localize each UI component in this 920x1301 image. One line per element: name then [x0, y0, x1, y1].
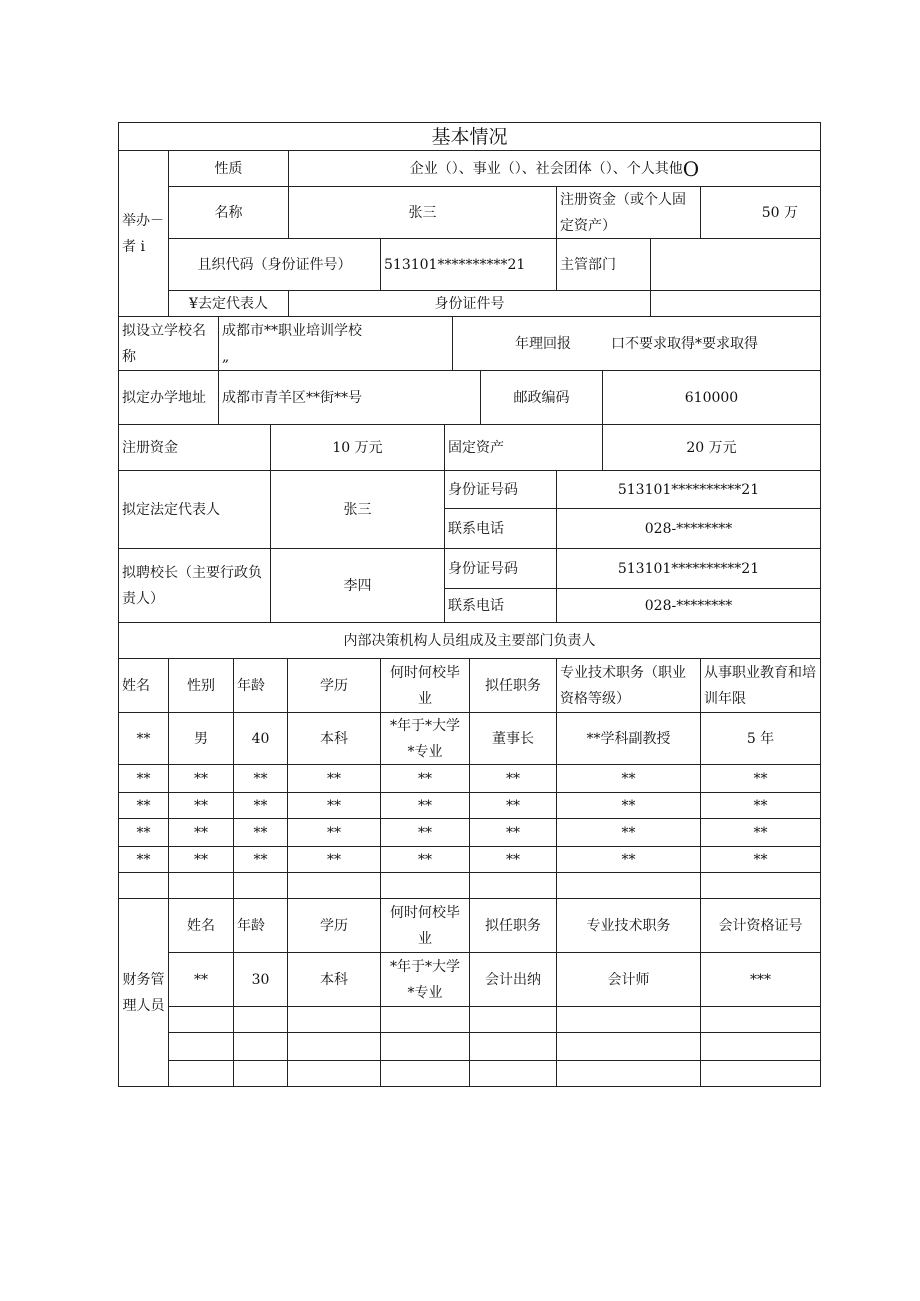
- board-cell: **: [380, 792, 470, 819]
- board-header-cell: 何时何校毕业: [380, 658, 470, 713]
- board-cell: **: [233, 764, 288, 793]
- principal-name: 李四: [270, 548, 445, 623]
- board-cell: **: [556, 792, 701, 819]
- board-cell: **: [233, 792, 288, 819]
- board-cell: **: [556, 818, 701, 847]
- board-cell: [380, 872, 470, 899]
- board-cell: **: [287, 792, 381, 819]
- finance-cell: [556, 1060, 701, 1087]
- board-cell: [556, 872, 701, 899]
- board-header-cell: 学历: [287, 658, 381, 713]
- board-header-cell: 姓名: [118, 658, 169, 713]
- addr-value: 成都市青羊区**街**号: [218, 370, 481, 425]
- board-header-cell: 拟任职务: [469, 658, 557, 713]
- board-cell: **: [287, 846, 381, 873]
- board-header-cell: 从事职业教育和培训年限: [700, 658, 821, 713]
- board-cell: 40: [233, 712, 288, 765]
- finance-cell: [469, 1032, 557, 1061]
- legal-rep-id-value: 513101**********21: [556, 470, 821, 509]
- fixed-assets-value: 20 万元: [602, 424, 821, 471]
- finance-header-cell: 姓名: [168, 898, 234, 953]
- finance-cell: [233, 1006, 288, 1033]
- board-header-cell: 专业技术职务（职业资格等级）: [556, 658, 701, 713]
- host-name-label: 名称: [168, 186, 289, 239]
- finance-label: 财务管理人员: [118, 898, 169, 1087]
- host-name-value: 张三: [288, 186, 557, 239]
- board-cell: **: [168, 818, 234, 847]
- board-cell: **: [380, 764, 470, 793]
- finance-cell: 会计出纳: [469, 952, 557, 1007]
- board-cell: **: [380, 818, 470, 847]
- return-options: 口不要求取得*要求取得: [611, 335, 758, 352]
- host-label-line1: 举办－: [122, 212, 164, 229]
- finance-cell: [469, 1060, 557, 1087]
- host-label-line2: 者 i: [122, 238, 145, 255]
- board-cell: **: [700, 818, 821, 847]
- school-return: [452, 316, 821, 371]
- finance-cell: *年于*大学 *专业: [380, 952, 470, 1007]
- reg-capital-value: 10 万元: [270, 424, 445, 471]
- board-cell: **: [469, 818, 557, 847]
- finance-cell: [700, 1032, 821, 1061]
- board-cell: **: [469, 792, 557, 819]
- board-cell: **: [700, 764, 821, 793]
- zip-label: 邮政编码: [480, 370, 603, 425]
- board-cell: **: [118, 792, 169, 819]
- finance-cell: [168, 1032, 234, 1061]
- finance-header-cell: 何时何校毕业: [380, 898, 470, 953]
- board-section-title: 内部决策机构人员组成及主要部门负责人: [118, 622, 821, 659]
- board-cell: [469, 872, 557, 899]
- finance-cell: [287, 1060, 381, 1087]
- finance-header-cell: 年龄: [233, 898, 288, 953]
- board-cell: **: [700, 792, 821, 819]
- reg-capital-label: 注册资金: [118, 424, 271, 471]
- addr-label: 拟定办学地址: [118, 370, 219, 425]
- zip-value: 610000: [602, 370, 821, 425]
- board-cell: **: [287, 764, 381, 793]
- finance-cell: [700, 1006, 821, 1033]
- board-cell: 本科: [287, 712, 381, 765]
- board-cell: **: [168, 792, 234, 819]
- board-cell: **: [118, 764, 169, 793]
- board-header-cell: 性别: [168, 658, 234, 713]
- finance-header-cell: 学历: [287, 898, 381, 953]
- board-cell: *年于*大学 *专业: [380, 712, 470, 765]
- host-id-label: 身份证件号: [288, 290, 651, 317]
- org-code-label: 且织代码（身份证件号）: [168, 238, 381, 291]
- finance-cell: [287, 1006, 381, 1033]
- finance-header-cell: 会计资格证号: [700, 898, 821, 953]
- finance-cell: [287, 1032, 381, 1061]
- principal-phone-value: 028-********: [556, 588, 821, 623]
- legal-rep-phone-label: 联系电话: [444, 508, 557, 549]
- legal-rep-id-label: 身份证号码: [444, 470, 557, 509]
- board-cell: **: [287, 818, 381, 847]
- host-legal-label: ¥去定代表人: [168, 290, 289, 317]
- nature-label: 性质: [168, 150, 289, 187]
- board-cell: **学科副教授: [556, 712, 701, 765]
- legal-rep-name: 张三: [270, 470, 445, 549]
- finance-cell: [168, 1006, 234, 1033]
- board-cell: [168, 872, 234, 899]
- board-cell: [700, 872, 821, 899]
- finance-cell: [168, 1060, 234, 1087]
- finance-header-cell: 拟任职务: [469, 898, 557, 953]
- principal-label: 拟聘校长（主要行政负责人）: [118, 548, 271, 623]
- finance-cell: **: [168, 952, 234, 1007]
- finance-cell: [556, 1032, 701, 1061]
- board-cell: **: [556, 846, 701, 873]
- host-capital-value: 50 万: [700, 186, 821, 239]
- nature-options: 企业（）、事业（）、社会团体（）、个人其他: [409, 160, 683, 177]
- board-cell: 董事长: [469, 712, 557, 765]
- nature-value: [288, 150, 821, 187]
- school-name-value: 成都市**职业培训学校 „: [218, 316, 453, 371]
- nature-mark: O: [682, 156, 700, 181]
- fixed-assets-label: 固定资产: [444, 424, 603, 471]
- dept-value: [650, 238, 821, 291]
- org-code-value: 513101**********21: [380, 238, 557, 291]
- board-cell: **: [118, 712, 169, 765]
- board-cell: **: [556, 764, 701, 793]
- dept-label: 主管部门: [556, 238, 651, 291]
- principal-phone-label: 联系电话: [444, 588, 557, 623]
- finance-cell: 30: [233, 952, 288, 1007]
- return-label: 年理回报: [515, 335, 571, 352]
- board-cell: **: [469, 846, 557, 873]
- school-name-label: 拟设立学校名称: [118, 316, 219, 371]
- board-cell: **: [118, 818, 169, 847]
- board-cell: **: [700, 846, 821, 873]
- finance-cell: [233, 1060, 288, 1087]
- board-cell: 男: [168, 712, 234, 765]
- form-title: 基本情况: [118, 122, 821, 151]
- board-cell: **: [233, 818, 288, 847]
- finance-cell: [469, 1006, 557, 1033]
- finance-cell: [380, 1060, 470, 1087]
- board-cell: 5 年: [700, 712, 821, 765]
- principal-id-value: 513101**********21: [556, 548, 821, 589]
- board-cell: **: [168, 764, 234, 793]
- host-label: [118, 150, 169, 317]
- legal-rep-phone-value: 028-********: [556, 508, 821, 549]
- finance-cell: [380, 1032, 470, 1061]
- board-cell: **: [233, 846, 288, 873]
- principal-id-label: 身份证号码: [444, 548, 557, 589]
- finance-header-cell: 专业技术职务: [556, 898, 701, 953]
- finance-cell: 会计师: [556, 952, 701, 1007]
- finance-cell: [380, 1006, 470, 1033]
- finance-cell: 本科: [287, 952, 381, 1007]
- board-header-cell: 年龄: [233, 658, 288, 713]
- finance-cell: [233, 1032, 288, 1061]
- finance-cell: [556, 1006, 701, 1033]
- board-cell: **: [118, 846, 169, 873]
- board-cell: [118, 872, 169, 899]
- finance-cell: [700, 1060, 821, 1087]
- host-id-value: [650, 290, 821, 317]
- board-cell: [287, 872, 381, 899]
- finance-cell: ***: [700, 952, 821, 1007]
- board-cell: **: [469, 764, 557, 793]
- legal-rep-label: 拟定法定代表人: [118, 470, 271, 549]
- board-cell: [233, 872, 288, 899]
- host-capital-label: 注册资金（或个人固定资产）: [556, 186, 701, 239]
- board-cell: **: [168, 846, 234, 873]
- board-cell: **: [380, 846, 470, 873]
